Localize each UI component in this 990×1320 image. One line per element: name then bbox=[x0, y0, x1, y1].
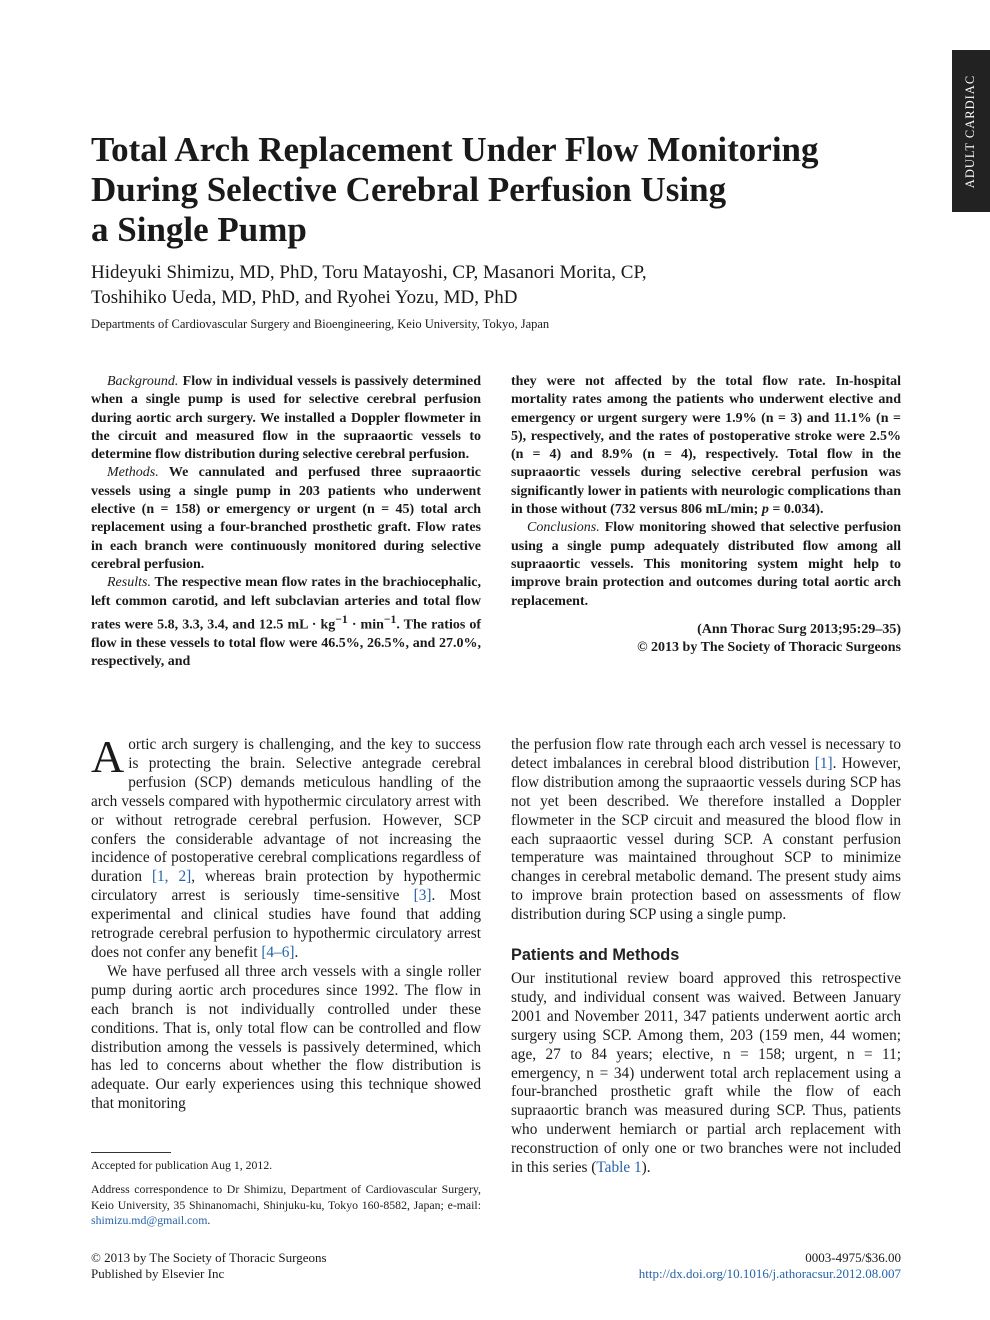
body-paragraph bbox=[511, 970, 901, 1178]
body-left-column bbox=[91, 731, 481, 1114]
article-title bbox=[91, 130, 891, 250]
title-line: a Single Pump bbox=[91, 210, 307, 249]
abstract-left-column bbox=[91, 373, 481, 671]
abstract-methods bbox=[91, 464, 481, 574]
results-continued-text: = 0.034). bbox=[768, 502, 824, 518]
intro-paragraph bbox=[91, 731, 481, 963]
paragraph-text: . However, flow distribution among the supraaortic vessels during SCP has not yet been described. We therefore installed a Doppler flowmeter in the SCP circuit and measured the blood flow in each supraaortic vessel during SCP. A constant perfusion temperature was maintained throughout SCP to minimize changes in cerebral metabolic demand. The present study aims to improve brain protection based on assessments of flow distribution during SCP using a single pump. bbox=[511, 754, 901, 924]
abstract-results-continued bbox=[511, 373, 901, 519]
footnote-correspondence bbox=[91, 1182, 481, 1229]
journal-citation: (Ann Thorac Surg 2013;95:29–35) bbox=[697, 621, 901, 637]
paragraph-text: . bbox=[294, 943, 299, 961]
paragraph-text: ). bbox=[641, 1159, 651, 1177]
footer-publisher: Published by Elsevier Inc bbox=[91, 1266, 225, 1281]
paragraph-text: . Most experimental and clinical studies have found that adding retrograde cerebral perfusion to hypothermic circulatory arrest does not confer any benefit bbox=[91, 887, 481, 961]
affiliation: Departments of Cardiovascular Surgery and Bioengineering, Keio University, Tokyo, Japan bbox=[91, 317, 550, 331]
body-paragraph: We have perfused all three arch vessels with a single roller pump during aortic arch procedures since 1992. The flow in each branch is not individually controlled under these conditions. That is, only total flow can be controlled and flow distribution among the vessels is passively determined, which has led to concerns about whether the flow distribution is adequate. Our early experiences using this technique showed that monitoring bbox=[91, 962, 481, 1113]
reference-link[interactable]: [1, 2] bbox=[151, 868, 192, 886]
footer-copyright: © 2013 by The Society of Thoracic Surgeons bbox=[91, 1250, 327, 1265]
results-text: The respective mean flow rates in the brachiocephalic, left common carotid, and left subclavian arteries and total flow rates were 5.8, 3.3, 3.4, and 12.5 mL · kg bbox=[91, 575, 481, 633]
results-text: · min bbox=[347, 617, 384, 633]
footer-left bbox=[91, 1250, 327, 1282]
conclusions-text: Flow monitoring showed that selective perfusion using a single pump adequately distributed flow among all supraaortic vessels. This monitoring system might help to improve brain protection and outcomes during total aortic arch replacement. bbox=[511, 520, 901, 609]
paragraph-text: the perfusion flow rate through each arch vessel is necessary to detect imbalances in cerebral blood distribution bbox=[511, 736, 901, 772]
background-label: Background. bbox=[107, 374, 179, 389]
citation-block bbox=[511, 621, 901, 658]
conclusions-label: Conclusions. bbox=[527, 520, 600, 536]
paragraph-text: , whereas brain protection by hypothermic circulatory arrest is seriously time-sensitive bbox=[91, 868, 481, 905]
footer-right bbox=[639, 1250, 901, 1282]
reference-link[interactable]: [4–6] bbox=[261, 943, 295, 961]
reference-link[interactable]: [3] bbox=[413, 887, 432, 905]
body-paragraph bbox=[511, 736, 901, 925]
results-label: Results. bbox=[107, 575, 151, 591]
table-link[interactable]: Table 1 bbox=[596, 1159, 642, 1177]
author-line: Toshihiko Ueda, MD, PhD, and Ryohei Yozu, MD, PhD bbox=[91, 287, 518, 308]
author-line: Hideyuki Shimizu, MD, PhD, Toru Matayoshi, CP, Masanori Morita, CP, bbox=[91, 262, 647, 283]
paragraph-text: ortic arch surgery is challenging, and the key to success is protecting the brain. Selective antegrade cerebral perfusion (SCP) demands meticulous handling of the arch vessels compared with hypothermic circulatory arrest with or without retrograde cerebral perfusion. However, SCP confers the considerable advantage of not increasing the incidence of postoperative cerebral complications regardless of duration bbox=[91, 736, 481, 886]
correspondence-text: . bbox=[207, 1213, 211, 1227]
paragraph-text: Our institutional review board approved this retrospective study, and individual consent was waived. Between January 2001 and November 2011, 347 patients underwent aortic arch surgery using SCP. Among them, 203 (159 men, 44 women; age, 27 to 84 years; elective, n = 158; urgent, n = 11; emergency, n = 34) underwent total arch replacement using a four-branched prosthetic graft while the flow of each supraaortic branch was measured during SCP. Thus, patients who underwent hemiarch or partial arch replacement with reconstruction of only one or two branches were not included in this series ( bbox=[511, 969, 901, 1177]
abstract-right-column bbox=[511, 373, 901, 657]
abstract-copyright: © 2013 by The Society of Thoracic Surgeons bbox=[637, 640, 901, 656]
results-superscript: −1 bbox=[383, 612, 397, 626]
doi-link[interactable]: http://dx.doi.org/10.1016/j.athoracsur.2012.08.007 bbox=[638, 1266, 901, 1281]
body-right-column bbox=[511, 736, 901, 1178]
drop-cap: A bbox=[91, 731, 125, 782]
methods-label: Methods. bbox=[107, 465, 159, 481]
footnote-accepted: Accepted for publication Aug 1, 2012. bbox=[91, 1158, 273, 1172]
results-continued-text: they were not affected by the total flow rate. In-hospital mortality rates among the patients who underwent elective and emergency or urgent surgery were 1.9% (n = 3) and 11.1% (n = 5), respectively, and the rates of postoperative stroke were 2.5% (n = 4) and 8.9% (n = 4), respectively. Total flow in the supraaortic vessels during selective cerebral perfusion was significantly lower in patients with neurologic complications than in those without (732 versus 806 mL/min; bbox=[511, 374, 901, 518]
email-link[interactable]: shimizu.md@gmail.com bbox=[91, 1213, 208, 1227]
correspondence-text: Address correspondence to Dr Shimizu, Department of Cardiovascular Surgery, Keio University, 35 Shinanomachi, Shinjuku-ku, Tokyo 160-8582, Japan; e-mail: bbox=[91, 1182, 481, 1212]
section-tab bbox=[952, 50, 990, 212]
abstract-background bbox=[91, 373, 481, 464]
background-text: Flow in individual vessels is passively determined when a single pump is used for selective cerebral perfusion during aortic arch surgery. We installed a Doppler flowmeter in the circuit and measured flow in the supraaortic vessels to determine flow distribution during selective cerebral perfusion. bbox=[91, 374, 481, 463]
footer-issn: 0003-4975/$36.00 bbox=[805, 1250, 901, 1265]
section-heading: Patients and Methods bbox=[511, 946, 680, 965]
reference-link[interactable]: [1] bbox=[814, 754, 833, 772]
abstract-results bbox=[91, 574, 481, 671]
footnote-divider bbox=[91, 1152, 171, 1153]
results-text: . The ratios of flow in these vessels to total flow were 46.5%, 26.5%, and 27.0%, respectively, and bbox=[91, 617, 481, 670]
title-line: During Selective Cerebral Perfusion Using bbox=[91, 170, 727, 209]
author-list bbox=[91, 260, 871, 310]
p-symbol: p bbox=[761, 502, 769, 518]
results-superscript: −1 bbox=[335, 612, 348, 626]
abstract-conclusions bbox=[511, 519, 901, 610]
section-tab-label: ADULT CARDIAC bbox=[963, 74, 978, 188]
title-line: Total Arch Replacement Under Flow Monitoring bbox=[91, 130, 819, 169]
methods-text: We cannulated and perfused three supraaortic vessels using a single pump in 203 patients who underwent elective (n = 158) or emergency or urgent (n = 45) total arch replacement using a four-branched prosthetic graft. Flow rates in each branch were continuously monitored during selective cerebral perfusion. bbox=[91, 465, 481, 572]
